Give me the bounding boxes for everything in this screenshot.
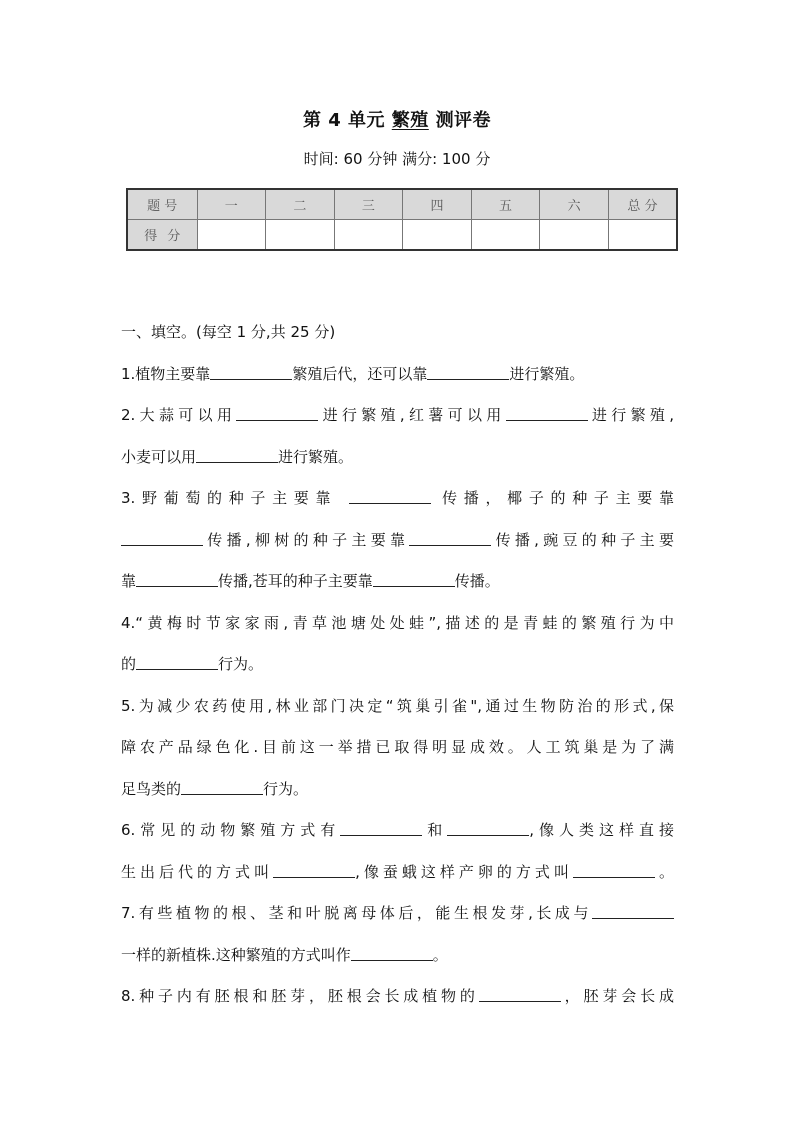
question-5-cont: 障农产品绿色化.目前这一举措已取得明显成效。人工筑巢是为了满: [121, 738, 674, 756]
question-6: 6.常见的动物繁殖方式有 和 ,像人类这样直接: [121, 821, 674, 839]
score-table-header-cell: 二: [266, 189, 335, 220]
question-8: 8.种子内有胚根和胚芽，胚根会长成植物的 ，胚芽会长成: [121, 987, 674, 1005]
answer-blank[interactable]: [351, 944, 433, 961]
score-table-header-row: [127, 189, 677, 220]
question-2-cont: 小麦可以用 进行繁殖。: [121, 447, 354, 466]
score-row-label: 得分: [127, 220, 197, 251]
score-table: [126, 188, 678, 251]
question-4-cont: 的 行为。: [121, 655, 264, 673]
answer-blank[interactable]: [373, 570, 455, 587]
question-5: 5.为减少农药使用,林业部门决定“筑巢引雀",通过生物防治的形式,保: [121, 696, 674, 715]
score-cell[interactable]: [403, 220, 472, 251]
answer-blank[interactable]: [136, 570, 218, 587]
score-cell[interactable]: [540, 220, 609, 251]
question-5-cont: 足鸟类的 行为。: [121, 779, 309, 798]
score-cell[interactable]: [334, 220, 403, 251]
score-cell[interactable]: [471, 220, 540, 251]
question-7-cont: 一样的新植株.这种繁殖的方式叫作 。: [121, 945, 448, 964]
answer-blank[interactable]: [196, 446, 278, 463]
answer-blank[interactable]: [181, 778, 263, 795]
title-suffix: 测评卷: [435, 110, 492, 131]
score-table-header-cell: 题 号: [127, 189, 197, 220]
answer-blank[interactable]: [592, 902, 674, 919]
question-2: 2.大蒜可以用 进行繁殖,红薯可以用 进行繁殖,: [121, 406, 674, 424]
title-prefix: 第 4 单元: [302, 110, 385, 131]
score-table-header-cell: 五: [471, 189, 540, 220]
exam-time-score: 时间: 60 分钟 满分: 100 分: [303, 150, 491, 168]
question-3-cont: 靠 传播,苍耳的种子主要靠 传播。: [121, 572, 500, 590]
answer-blank[interactable]: [121, 529, 203, 546]
question-3-cont: 传播,柳树的种子主要靠 传播,豌豆的种子主要: [121, 520, 674, 562]
answer-blank[interactable]: [340, 819, 422, 836]
answer-blank[interactable]: [573, 861, 655, 878]
score-table-header-cell: 三: [334, 189, 403, 220]
question-1: 1.植物主要靠 繁殖后代，还可以靠 进行繁殖。: [121, 364, 585, 383]
question-3: 3.野葡萄的种子主要靠 传播，椰子的种子主要靠: [121, 489, 674, 507]
page-title: [0, 106, 794, 132]
answer-blank[interactable]: [236, 404, 318, 421]
score-table-header-cell: 四: [403, 189, 472, 220]
score-table-score-row: [127, 220, 677, 251]
question-7: 7.有些植物的根、茎和叶脱离母体后，能生根发芽,长成与: [121, 893, 674, 935]
answer-blank[interactable]: [447, 819, 529, 836]
question-6-cont: 生出后代的方式叫 ,像蚕蛾这样产卵的方式叫 。: [121, 862, 674, 881]
score-table-header-cell: 一: [197, 189, 266, 220]
answer-blank[interactable]: [409, 529, 491, 546]
answer-blank[interactable]: [479, 985, 561, 1002]
score-cell[interactable]: [266, 220, 335, 251]
answer-blank[interactable]: [136, 653, 218, 670]
section-heading: 一、填空。(每空 1 分,共 25 分): [121, 323, 336, 341]
score-table-header-cell: 六: [540, 189, 609, 220]
question-4: 4.“黄梅时节家家雨,青草池塘处处蛙”,描述的是青蛙的繁殖行为中: [121, 613, 674, 632]
title-underlined-topic: 繁殖: [391, 110, 429, 131]
score-cell[interactable]: [608, 220, 677, 251]
answer-blank[interactable]: [273, 861, 355, 878]
answer-blank[interactable]: [349, 487, 431, 504]
answer-blank[interactable]: [210, 363, 292, 380]
answer-blank[interactable]: [427, 363, 509, 380]
answer-blank[interactable]: [506, 404, 588, 421]
question-section: [121, 312, 674, 1018]
score-table-header-cell: 总 分: [608, 189, 677, 220]
score-cell[interactable]: [197, 220, 266, 251]
